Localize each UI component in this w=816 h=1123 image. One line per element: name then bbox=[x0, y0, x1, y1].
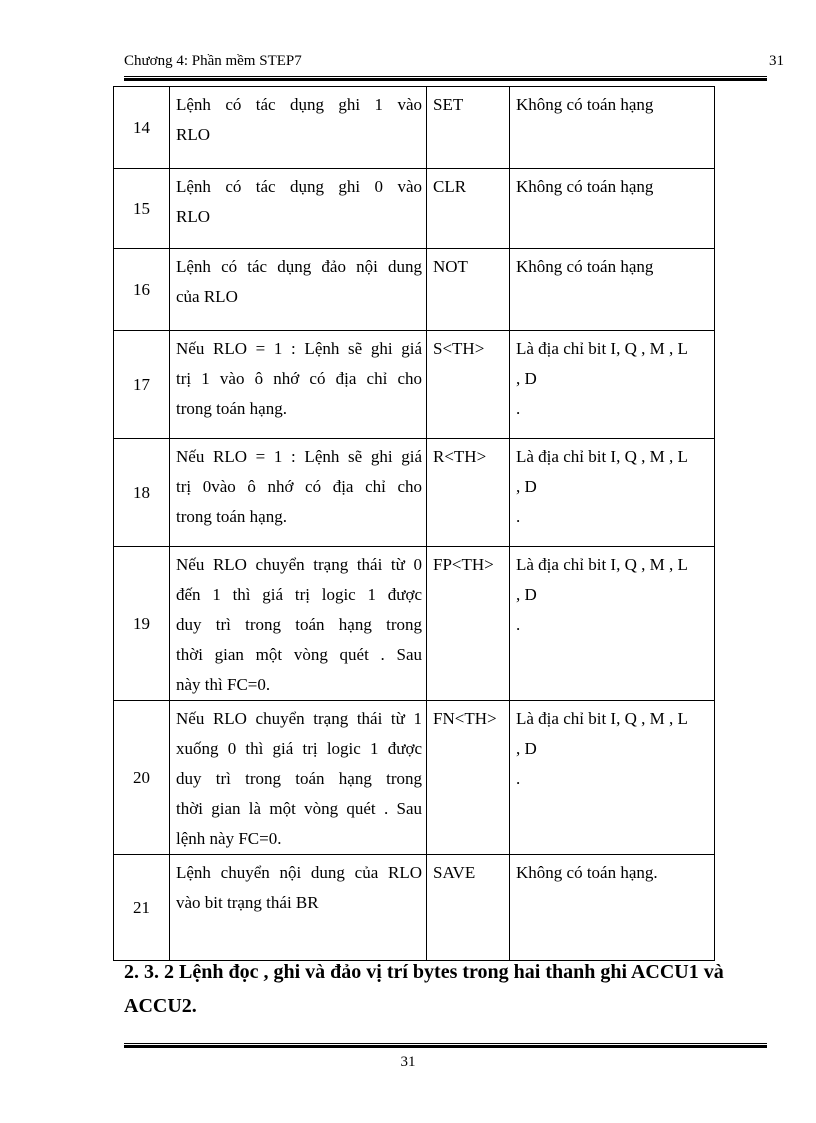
row-operand bbox=[510, 249, 715, 331]
table-row bbox=[114, 87, 715, 169]
table-row bbox=[114, 331, 715, 439]
row-number: 16 bbox=[114, 249, 170, 331]
description-line: lệnh này FC=0. bbox=[176, 829, 282, 848]
description-line: đến 1 thì giá trị logic 1 được bbox=[176, 585, 422, 604]
table-row bbox=[114, 855, 715, 961]
description-line: Nếu RLO = 1 : Lệnh sẽ ghi giá bbox=[176, 447, 422, 466]
operand-line: Không có toán hạng bbox=[516, 257, 654, 276]
row-number: 15 bbox=[114, 169, 170, 249]
operand-line: . bbox=[516, 507, 521, 526]
operand-line: Là địa chỉ bit I, Q , M , L bbox=[516, 709, 688, 728]
operand-line: , D bbox=[516, 477, 537, 496]
row-number: 19 bbox=[114, 547, 170, 701]
row-instruction: S<TH> bbox=[427, 331, 510, 439]
row-instruction: CLR bbox=[427, 169, 510, 249]
operand-line: Không có toán hạng bbox=[516, 95, 654, 114]
section-heading: 2. 3. 2 Lệnh đọc , ghi và đảo vị trí bytes trong hai thanh ghi ACCU1 và ACCU2. bbox=[124, 961, 724, 1017]
row-operand bbox=[510, 439, 715, 547]
description-line: này thì FC=0. bbox=[176, 675, 271, 694]
row-operand bbox=[510, 87, 715, 169]
row-instruction: NOT bbox=[427, 249, 510, 331]
description-line: trị 0vào ô nhớ có địa chỉ cho bbox=[176, 477, 422, 496]
operand-line: Là địa chỉ bit I, Q , M , L bbox=[516, 447, 688, 466]
page-header bbox=[124, 53, 784, 75]
description-line: Nếu RLO = 1 : Lệnh sẽ ghi giá bbox=[176, 339, 422, 358]
description-line: Lệnh có tác dụng đảo nội dung bbox=[176, 257, 422, 276]
operand-line: , D bbox=[516, 739, 537, 758]
row-description bbox=[170, 249, 427, 331]
row-instruction: R<TH> bbox=[427, 439, 510, 547]
description-line: vào bit trạng thái BR bbox=[176, 893, 319, 912]
description-line: Lệnh chuyển nội dung của RLO bbox=[176, 863, 422, 882]
operand-line: Là địa chỉ bit I, Q , M , L bbox=[516, 555, 688, 574]
row-number: 14 bbox=[114, 87, 170, 169]
header-page-number: 31 bbox=[769, 53, 784, 69]
footer-rule-thin bbox=[124, 1043, 767, 1044]
operand-line: Không có toán hạng. bbox=[516, 863, 658, 882]
operand-line: , D bbox=[516, 585, 537, 604]
description-line: duy trì trong toán hạng trong bbox=[176, 615, 422, 634]
operand-line: , D bbox=[516, 369, 537, 388]
description-line: trong toán hạng. bbox=[176, 399, 287, 418]
operand-line: . bbox=[516, 769, 521, 788]
description-line: trị 1 vào ô nhớ có địa chỉ cho bbox=[176, 369, 422, 388]
operand-line: Không có toán hạng bbox=[516, 177, 654, 196]
description-line: Nếu RLO chuyển trạng thái từ 1 bbox=[176, 709, 422, 728]
row-instruction: FN<TH> bbox=[427, 701, 510, 855]
row-description bbox=[170, 439, 427, 547]
row-number: 18 bbox=[114, 439, 170, 547]
table-row bbox=[114, 249, 715, 331]
row-number: 21 bbox=[114, 855, 170, 961]
header-rule-thick bbox=[124, 78, 767, 81]
chapter-title: Chương 4: Phần mềm STEP7 bbox=[124, 53, 302, 69]
instruction-table bbox=[113, 86, 715, 961]
row-description bbox=[170, 331, 427, 439]
row-operand bbox=[510, 331, 715, 439]
description-line: thời gian một vòng quét . Sau bbox=[176, 645, 422, 664]
row-operand bbox=[510, 855, 715, 961]
row-description bbox=[170, 169, 427, 249]
table-row bbox=[114, 701, 715, 855]
row-instruction: FP<TH> bbox=[427, 547, 510, 701]
description-line: Lệnh có tác dụng ghi 1 vào bbox=[176, 95, 422, 114]
description-line: xuống 0 thì giá trị logic 1 được bbox=[176, 739, 422, 758]
operand-line: . bbox=[516, 615, 521, 634]
row-number: 20 bbox=[114, 701, 170, 855]
row-operand bbox=[510, 169, 715, 249]
footer-page-number: 31 bbox=[400, 1054, 416, 1070]
description-line: duy trì trong toán hạng trong bbox=[176, 769, 422, 788]
row-description bbox=[170, 855, 427, 961]
row-operand bbox=[510, 701, 715, 855]
table-row bbox=[114, 439, 715, 547]
operand-line: Là địa chỉ bit I, Q , M , L bbox=[516, 339, 688, 358]
footer-rule bbox=[124, 1045, 767, 1048]
row-description bbox=[170, 547, 427, 701]
description-line: Lệnh có tác dụng ghi 0 vào bbox=[176, 177, 422, 196]
row-description bbox=[170, 87, 427, 169]
row-number: 17 bbox=[114, 331, 170, 439]
description-line: trong toán hạng. bbox=[176, 507, 287, 526]
table-row bbox=[114, 169, 715, 249]
row-instruction: SAVE bbox=[427, 855, 510, 961]
description-line: RLO bbox=[176, 125, 210, 144]
row-instruction: SET bbox=[427, 87, 510, 169]
operand-line: . bbox=[516, 399, 521, 418]
row-operand bbox=[510, 547, 715, 701]
description-line: Nếu RLO chuyển trạng thái từ 0 bbox=[176, 555, 422, 574]
description-line: của RLO bbox=[176, 287, 238, 306]
header-rule bbox=[124, 76, 767, 77]
description-line: thời gian là một vòng quét . Sau bbox=[176, 799, 422, 818]
table-row bbox=[114, 547, 715, 701]
row-description bbox=[170, 701, 427, 855]
description-line: RLO bbox=[176, 207, 210, 226]
